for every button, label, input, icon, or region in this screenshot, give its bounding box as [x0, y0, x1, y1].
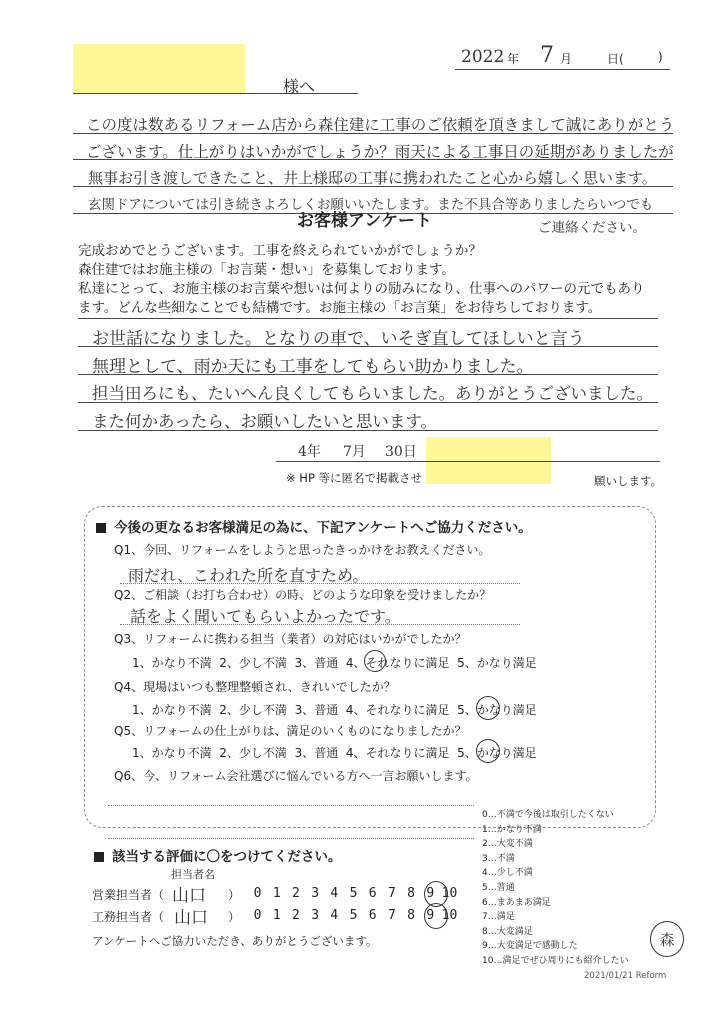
survey-intro-3: 私達にとって、お施主様のお言葉や想いは何よりの励みになり、仕事へのパワーの元でもあり	[78, 281, 645, 297]
comment-line-4: また何かあったら、お願いしたいと思います。	[92, 412, 438, 431]
q6-text: Q6、今、リフォーム会社選びに悩んでいる方へ一言お願いします。	[114, 769, 478, 783]
q4-option-4-label: それなりに満足	[365, 703, 450, 717]
date-day: 日(	[607, 52, 624, 66]
works-score-8[interactable]: 8	[407, 908, 415, 923]
q5-option-1[interactable]: 1、かなり不満	[132, 746, 212, 760]
sign-day: 30日	[385, 444, 417, 460]
date-year: 2022	[461, 47, 505, 67]
works-score-3[interactable]: 3	[311, 908, 320, 923]
note-right: 願いします。	[594, 474, 663, 488]
works-score-10[interactable]: 10	[441, 908, 458, 923]
sales-score-2[interactable]: 2	[292, 886, 300, 901]
bullet-square-icon	[94, 852, 104, 862]
date-close: )	[658, 50, 663, 64]
q1-answer: 雨だれ、こわれた所を直すため。	[128, 566, 369, 585]
q4-text: Q4、現場はいつも整理整頓され、きれいでしたか？	[114, 680, 396, 694]
date-month-unit: 月	[560, 52, 573, 66]
sales-score-8[interactable]: 8	[407, 886, 415, 901]
date-month: 7	[540, 43, 554, 68]
name-underline	[73, 93, 358, 94]
legend-item: 6…まあまあ満足	[482, 897, 551, 908]
sales-score-6[interactable]: 6	[368, 886, 377, 901]
q6-answer-line-2	[108, 838, 474, 839]
sales-close: ）	[228, 888, 241, 902]
legend-item: 1…かなり不満	[482, 824, 542, 835]
questionnaire-heading	[96, 516, 532, 536]
letter-line-1: この度は数あるリフォーム店から森住建に工事のご依頼を頂きまして誠にありがとう	[86, 116, 675, 134]
q3-options	[132, 654, 537, 671]
evaluation-heading-text: 該当する評価に〇をつけてください。	[112, 849, 342, 865]
survey-title: お客様アンケート	[297, 211, 432, 231]
sales-label: 営業担当者（	[92, 888, 165, 902]
sales-score-1[interactable]: 1	[272, 886, 281, 901]
letter-line-5: ご連絡ください。	[538, 220, 646, 236]
survey-intro-2: 森住建ではお施主様の「お言葉・想い」を募集しております。	[78, 262, 455, 278]
survey-intro-4: ます。どんな些細なことでも結構です。お施主様の「お言葉」をお待ちしております。	[78, 300, 602, 316]
works-score-9[interactable]: 9	[426, 908, 435, 923]
q4-option-1[interactable]: 1、かなり不満	[132, 703, 212, 717]
sales-score-0[interactable]: 0	[253, 886, 262, 901]
legend-item: 5…普通	[482, 882, 515, 893]
staff-header: 担当者名	[171, 868, 215, 881]
q4-option-5-label: かなり満足	[476, 703, 537, 717]
comment-rule-top	[78, 318, 658, 319]
rating-legend	[482, 808, 628, 969]
sales-score-10[interactable]: 10	[441, 886, 458, 901]
bullet-square-icon	[96, 523, 106, 533]
stamp-seal	[650, 921, 684, 957]
q3-option-5-label: かなり満足	[476, 656, 537, 670]
sign-year: 4年	[298, 444, 321, 460]
evaluation-heading	[94, 845, 342, 865]
sign-month: 7月	[343, 444, 366, 460]
q5-option-5-label: かなり満足	[476, 746, 537, 760]
works-score-1[interactable]: 1	[272, 908, 281, 923]
q5-option-3[interactable]: 3、普通	[294, 746, 339, 760]
questionnaire-heading-text: 今後の更なるお客様満足の為に、下記アンケートへご協力ください。	[114, 520, 532, 536]
comment-line-1: お世話になりました。となりの車で、いそぎ直してほしいと言う	[92, 329, 585, 349]
thanks-text: アンケートへご協力いただき、ありがとうございます。	[92, 934, 378, 948]
comment-line-2: 無理として、雨か天にも工事をしてもらい助かりました。	[92, 357, 534, 377]
salutation: 様へ	[283, 77, 316, 96]
works-selected-circle	[424, 903, 448, 929]
q4-option-2[interactable]: 2、少し不満	[219, 703, 287, 717]
q2-text: Q2、ご相談（お打ち合わせ）の時、どのような印象を受けましたか？	[114, 588, 492, 602]
q3-selected-circle	[364, 650, 386, 672]
legend-item: 3…不満	[482, 853, 515, 864]
q2-answer-line	[120, 624, 520, 625]
legend-item: 10…満足でぜひ周りにも紹介したい	[482, 955, 629, 966]
footer-date: 2021/01/21 Reform	[584, 971, 667, 981]
q4-option-5[interactable]: 5、	[457, 703, 477, 717]
works-score-6[interactable]: 6	[368, 908, 377, 923]
q5-option-5[interactable]: 5、	[457, 746, 477, 760]
works-score-5[interactable]: 5	[349, 908, 358, 923]
q3-option-2[interactable]: 2、少し不満	[219, 656, 287, 670]
q4-option-4[interactable]: 4、	[345, 703, 366, 717]
sales-name: 山口	[172, 886, 206, 906]
q1-text: Q1、今回、リフォームをしようと思ったきっかけをお教えください。	[114, 543, 491, 557]
note-left: ※ HP 等に匿名で掲載させ	[286, 471, 423, 485]
sales-score-4[interactable]: 4	[330, 886, 339, 901]
q3-option-3[interactable]: 3、普通	[294, 656, 339, 670]
letter-line-4: 玄関ドアについては引き続きよろしくお願いいたします。また不具合等ありましたらいつでも	[88, 197, 654, 213]
works-label: 工務担当者（	[92, 910, 165, 924]
sales-score-7[interactable]: 7	[387, 886, 396, 901]
redacted-name	[73, 44, 245, 94]
legend-item: 4…少し不満	[482, 868, 533, 879]
works-close: ）	[228, 910, 241, 924]
q5-selected-circle	[476, 739, 500, 763]
date-underline	[455, 69, 670, 70]
q6-answer-line-1	[108, 805, 474, 806]
legend-item: 9…大変満足で感動した	[482, 941, 578, 952]
q3-option-1[interactable]: 1、かなり不満	[132, 656, 212, 670]
legend-item: 8…大変満足	[482, 926, 533, 937]
legend-item: 2…大変不満	[482, 839, 533, 850]
q5-text: Q5、リフォームの仕上がりは、満足のいくものになりましたか？	[114, 724, 467, 738]
works-score-2[interactable]: 2	[292, 908, 300, 923]
letter-line-2: ございます。仕上がりはいかがでしょうか？雨天による工事日の延期がありましたが	[86, 143, 674, 161]
sales-score-9[interactable]: 9	[426, 886, 435, 901]
q1-answer-line	[120, 583, 520, 584]
q4-selected-circle	[476, 696, 500, 720]
comment-line-3: 担当田ろにも、たいへん良くしてもらいました。ありがとうございました。	[92, 384, 653, 403]
works-score-4[interactable]: 4	[330, 908, 339, 923]
legend-item: 7…満足	[482, 912, 515, 923]
letter-line-3: 無事お引き渡しできたこと、井上様邸の工事に携われたこと心から嬉しく思います。	[88, 169, 657, 187]
q3-option-5[interactable]: 5、	[457, 656, 477, 670]
stamp-text: 森	[659, 930, 675, 949]
survey-intro-1: 完成おめでとうございます。工事を終えられていかがでしょうか？	[78, 243, 482, 259]
q2-answer: 話をよく聞いてもらいよかったです。	[130, 607, 401, 626]
date-year-unit: 年	[507, 52, 520, 66]
sales-score-5[interactable]: 5	[349, 886, 358, 901]
legend-item: 0…不満で今後は取引したくない	[482, 810, 614, 820]
works-score-0[interactable]: 0	[253, 908, 262, 923]
q5-option-2[interactable]: 2、少し不満	[219, 746, 287, 760]
q5-option-4[interactable]: 4、	[345, 746, 366, 760]
q3-option-4[interactable]: 4、	[345, 656, 366, 670]
q3-text: Q3、リフォームに携わる担当（業者）の対応はいかがでしたか？	[114, 632, 467, 646]
works-name: 山口	[174, 908, 208, 928]
q5-option-4-label: それなりに満足	[365, 746, 450, 760]
sales-score-3[interactable]: 3	[311, 886, 320, 901]
q4-option-3[interactable]: 3、普通	[294, 703, 339, 717]
sign-underline	[276, 461, 660, 462]
q3-option-4-label: それなりに満足	[365, 656, 450, 670]
works-score-7[interactable]: 7	[387, 908, 396, 923]
